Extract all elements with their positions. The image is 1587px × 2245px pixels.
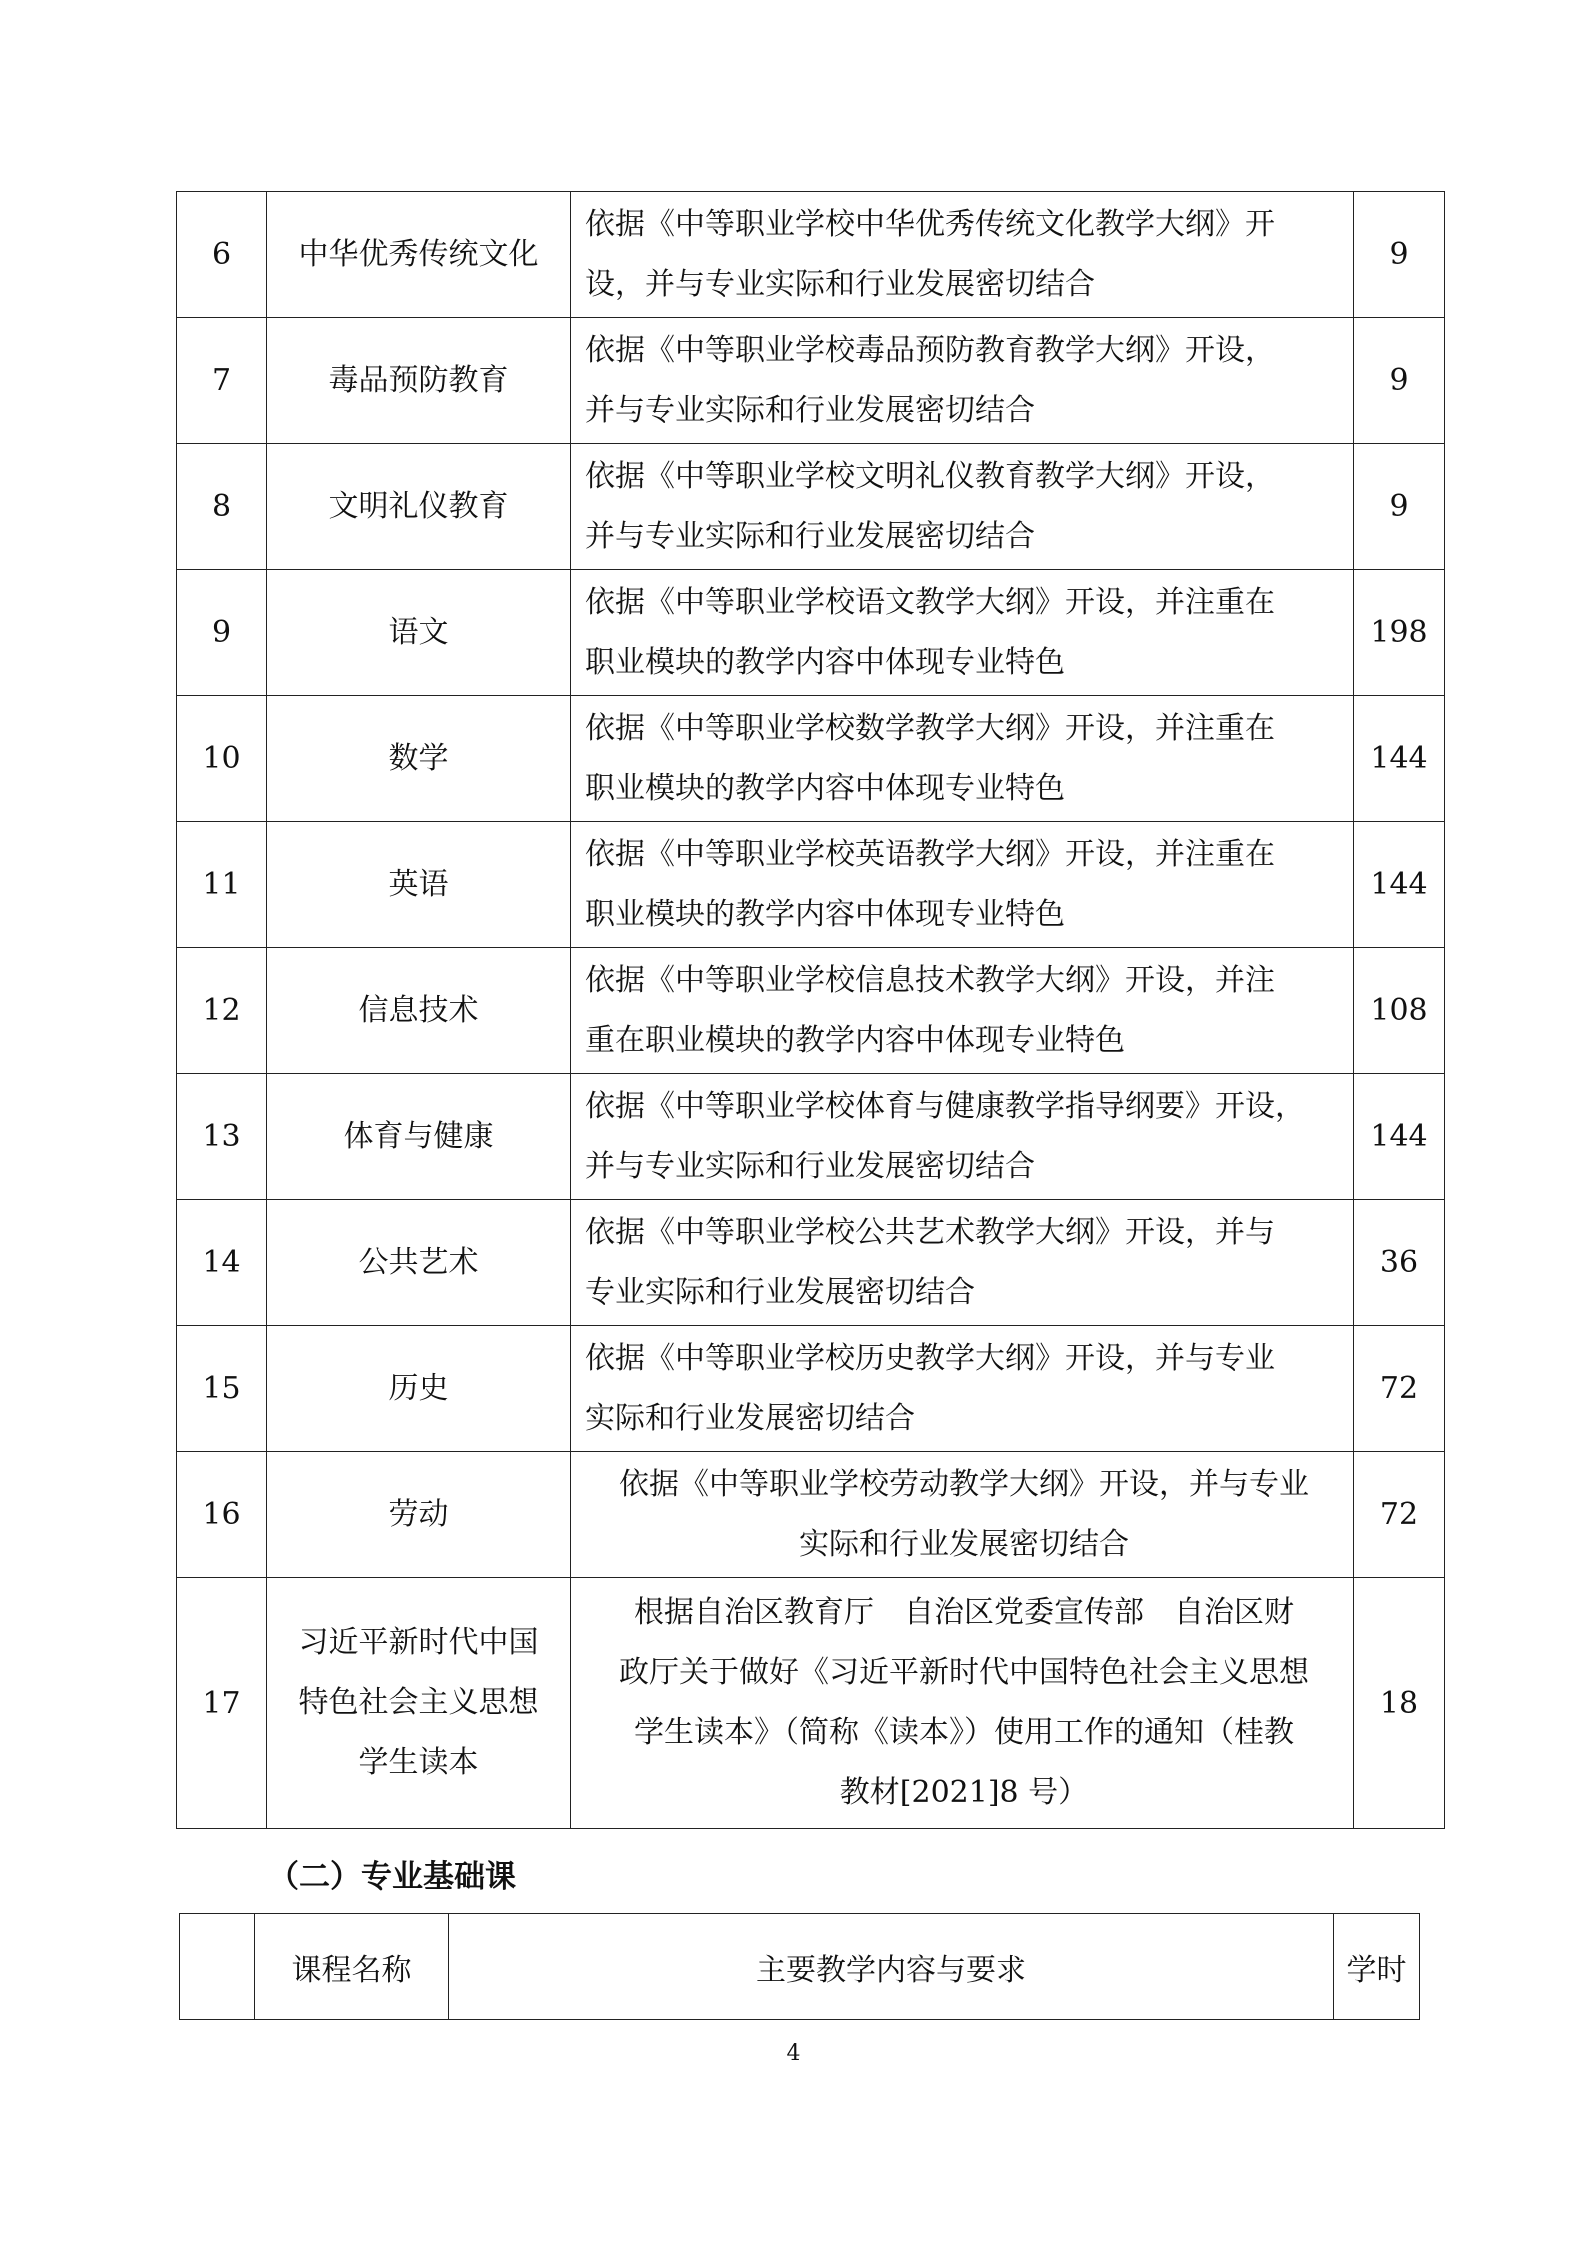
- course-hours: 144: [1354, 822, 1445, 948]
- course-name: 历史: [267, 1326, 571, 1452]
- row-number: 10: [177, 696, 267, 822]
- course-hours: 144: [1354, 1074, 1445, 1200]
- table-header-row: [180, 1914, 1420, 2020]
- row-number: 9: [177, 570, 267, 696]
- course-hours: 198: [1354, 570, 1445, 696]
- course-name: 英语: [267, 822, 571, 948]
- header-number: [180, 1914, 255, 2020]
- table-row: [177, 1074, 1445, 1200]
- course-name: 文明礼仪教育: [267, 444, 571, 570]
- row-number: 11: [177, 822, 267, 948]
- header-course-name: 课程名称: [255, 1914, 449, 2020]
- course-name: 信息技术: [267, 948, 571, 1074]
- course-requirements: 依据《中等职业学校历史教学大纲》开设，并与专业 实际和行业发展密切结合: [571, 1326, 1354, 1452]
- course-requirements: 依据《中等职业学校文明礼仪教育教学大纲》开设， 并与专业实际和行业发展密切结合: [571, 444, 1354, 570]
- course-hours: 9: [1354, 192, 1445, 318]
- table-row: [177, 1452, 1445, 1578]
- page-number: 4: [786, 2041, 801, 2066]
- course-name: 劳动: [267, 1452, 571, 1578]
- row-number: 15: [177, 1326, 267, 1452]
- course-requirements: 依据《中等职业学校公共艺术教学大纲》开设，并与 专业实际和行业发展密切结合: [571, 1200, 1354, 1326]
- row-number: 6: [177, 192, 267, 318]
- header-requirements: 主要教学内容与要求: [449, 1914, 1334, 2020]
- row-number: 7: [177, 318, 267, 444]
- course-name: 毒品预防教育: [267, 318, 571, 444]
- row-number: 17: [177, 1578, 267, 1829]
- course-hours: 9: [1354, 444, 1445, 570]
- course-requirements: 依据《中等职业学校中华优秀传统文化教学大纲》开 设，并与专业实际和行业发展密切结合: [571, 192, 1354, 318]
- table-row: [177, 948, 1445, 1074]
- course-hours: 144: [1354, 696, 1445, 822]
- course-requirements: 依据《中等职业学校数学教学大纲》开设，并注重在 职业模块的教学内容中体现专业特色: [571, 696, 1354, 822]
- course-hours: 9: [1354, 318, 1445, 444]
- row-number: 13: [177, 1074, 267, 1200]
- row-number: 8: [177, 444, 267, 570]
- course-requirements: 依据《中等职业学校毒品预防教育教学大纲》开设， 并与专业实际和行业发展密切结合: [571, 318, 1354, 444]
- course-requirements: 根据自治区教育厅 自治区党委宣传部 自治区财 政厅关于做好《习近平新时代中国特色社会主义思想 学生读本》（简称《读本》）使用工作的通知（桂教 教材[2021]8 号）: [571, 1578, 1354, 1829]
- course-requirements: 依据《中等职业学校信息技术教学大纲》开设，并注 重在职业模块的教学内容中体现专业特色: [571, 948, 1354, 1074]
- row-number: 14: [177, 1200, 267, 1326]
- table-row: [177, 570, 1445, 696]
- table-row: [177, 1578, 1445, 1829]
- table-row: [177, 1200, 1445, 1326]
- course-hours: 108: [1354, 948, 1445, 1074]
- table-row: [177, 444, 1445, 570]
- public-course-table: [176, 191, 1445, 1829]
- section-heading: （二）专业基础课: [268, 1859, 516, 1895]
- row-number: 16: [177, 1452, 267, 1578]
- course-name: 中华优秀传统文化: [267, 192, 571, 318]
- professional-base-course-table: [179, 1913, 1420, 2020]
- course-requirements: 依据《中等职业学校英语教学大纲》开设，并注重在 职业模块的教学内容中体现专业特色: [571, 822, 1354, 948]
- course-hours: 72: [1354, 1326, 1445, 1452]
- course-hours: 36: [1354, 1200, 1445, 1326]
- table-row: [177, 822, 1445, 948]
- course-name: 数学: [267, 696, 571, 822]
- course-name: 习近平新时代中国 特色社会主义思想 学生读本: [267, 1578, 571, 1829]
- row-number: 12: [177, 948, 267, 1074]
- course-requirements: 依据《中等职业学校劳动教学大纲》开设，并与专业 实际和行业发展密切结合: [571, 1452, 1354, 1578]
- course-hours: 72: [1354, 1452, 1445, 1578]
- course-name: 体育与健康: [267, 1074, 571, 1200]
- table-row: [177, 318, 1445, 444]
- course-requirements: 依据《中等职业学校体育与健康教学指导纲要》开设， 并与专业实际和行业发展密切结合: [571, 1074, 1354, 1200]
- table-row: [177, 192, 1445, 318]
- table-row: [177, 1326, 1445, 1452]
- course-hours: 18: [1354, 1578, 1445, 1829]
- course-name: 公共艺术: [267, 1200, 571, 1326]
- header-hours: 学时: [1334, 1914, 1420, 2020]
- course-requirements: 依据《中等职业学校语文教学大纲》开设，并注重在 职业模块的教学内容中体现专业特色: [571, 570, 1354, 696]
- course-name: 语文: [267, 570, 571, 696]
- table-row: [177, 696, 1445, 822]
